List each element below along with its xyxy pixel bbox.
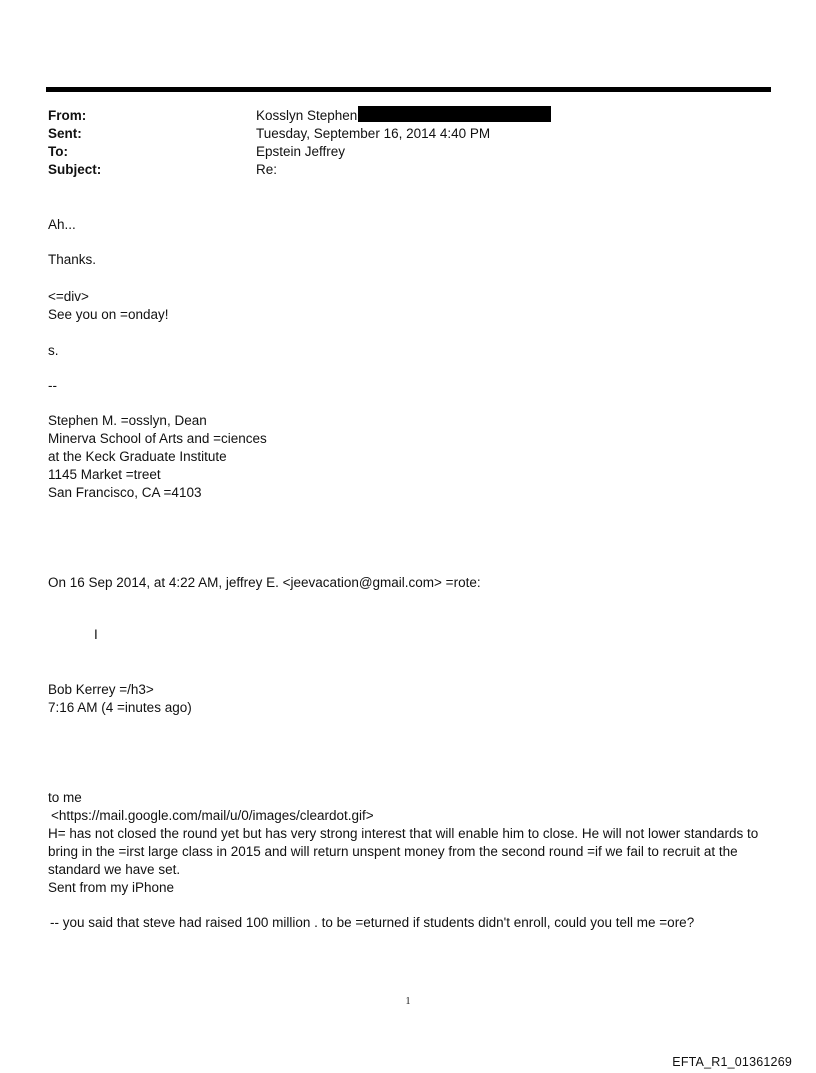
quoted-gif-link: <https://mail.google.com/mail/u/0/images/cleardot.gif> <box>51 808 374 823</box>
page-number: 1 <box>405 996 411 1007</box>
from-row <box>48 107 768 125</box>
quoted-paragraph: H= has not closed the round yet but has very strong interest that will enable him to close. He will not lower standards to bring in the =irst large class in 2015 and will return unspent money from the second round =if we fail to recruit at the standard we have set. <box>48 826 759 877</box>
quote-intro: On 16 Sep 2014, at 4:22 AM, jeffrey E. <jeevacation@gmail.com> =rote: <box>48 575 481 590</box>
body-see-you-block <box>48 288 168 324</box>
subject-row <box>48 161 768 179</box>
sent-from-iphone: Sent from my iPhone <box>48 880 175 895</box>
to-value: Epstein Jeffrey <box>256 144 346 159</box>
sent-row <box>48 125 768 143</box>
from-name: Kosslyn Stephen <box>256 108 358 123</box>
redaction-box <box>358 106 551 122</box>
quoted-sender-name: Bob Kerrey =/h3> <box>48 682 154 697</box>
body-thanks: Thanks. <box>48 252 97 267</box>
signature-line: San Francisco, CA =4103 <box>48 485 202 500</box>
header-rule <box>46 87 771 92</box>
signature-line: Stephen M. =osslyn, Dean <box>48 413 207 428</box>
from-label: From: <box>48 108 87 123</box>
subject-value: Re: <box>256 162 278 177</box>
body-div-tag: <=div> <box>48 289 89 304</box>
to-row <box>48 143 768 161</box>
signature-block <box>48 412 267 502</box>
body-ah: Ah... <box>48 217 76 232</box>
body-see-you: See you on =onday! <box>48 307 169 322</box>
signature-line: Minerva School of Arts and =ciences <box>48 431 267 446</box>
signature-line: 1145 Market =treet <box>48 467 161 482</box>
sent-label: Sent: <box>48 126 82 141</box>
signature-line: at the Keck Graduate Institute <box>48 449 227 464</box>
signature-separator: -- <box>48 378 57 393</box>
subject-label: Subject: <box>48 162 102 177</box>
quoted-to-me: to me <box>48 790 82 805</box>
from-value <box>256 107 551 125</box>
bates-number: EFTA_R1_01361269 <box>672 1055 792 1069</box>
email-header <box>48 107 768 179</box>
to-label: To: <box>48 144 68 159</box>
quote-marker: I <box>94 627 98 642</box>
quoted-message-block <box>48 789 374 825</box>
quoted-sender-block <box>48 681 192 717</box>
quoted-sender-time: 7:16 AM (4 =inutes ago) <box>48 700 192 715</box>
question-line: -- you said that steve had raised 100 million . to be =eturned if students didn't enroll, could you tell me =ore? <box>50 915 695 930</box>
body-s: s. <box>48 343 59 358</box>
sent-value: Tuesday, September 16, 2014 4:40 PM <box>256 126 491 141</box>
